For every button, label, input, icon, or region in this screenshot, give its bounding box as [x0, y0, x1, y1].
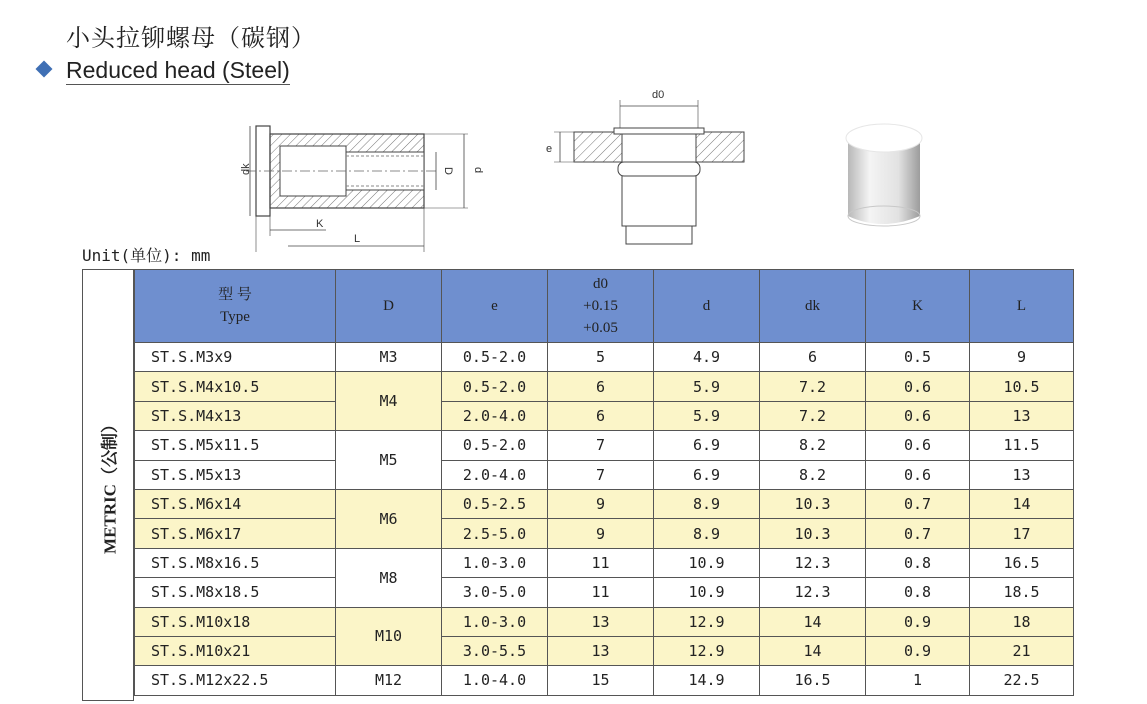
cell-type: ST.S.M6x14	[135, 489, 336, 518]
unit-label: Unit(单位): mm	[82, 246, 211, 265]
cell-D: M10	[336, 607, 442, 666]
table-row	[135, 401, 1074, 430]
cell-d: 6.9	[654, 460, 760, 489]
cell-L: 16.5	[970, 548, 1074, 577]
dk-label: dk	[240, 163, 252, 175]
table-row	[135, 343, 1074, 372]
cell-L: 11.5	[970, 431, 1074, 460]
cell-dk: 10.3	[760, 489, 866, 518]
cell-d0: 15	[548, 666, 654, 695]
cell-e: 1.0-3.0	[442, 607, 548, 636]
cell-L: 17	[970, 519, 1074, 548]
cell-L: 18.5	[970, 578, 1074, 607]
cell-e: 2.5-5.0	[442, 519, 548, 548]
cell-K: 0.9	[866, 636, 970, 665]
cell-type: ST.S.M10x18	[135, 607, 336, 636]
d-outer-label: d	[472, 167, 484, 174]
header-type-en: Type	[220, 309, 250, 325]
header-K: K	[866, 270, 970, 343]
header-d0	[548, 270, 654, 343]
cell-d0: 13	[548, 607, 654, 636]
cell-e: 2.0-4.0	[442, 401, 548, 430]
diamond-bullet-icon	[36, 61, 53, 78]
cell-d: 5.9	[654, 401, 760, 430]
cell-d0: 7	[548, 460, 654, 489]
header-D: D	[336, 270, 442, 343]
header-d: d	[654, 270, 760, 343]
e-label: e	[546, 143, 553, 155]
header-dk: dk	[760, 270, 866, 343]
cell-d0: 6	[548, 372, 654, 401]
cell-dk: 8.2	[760, 431, 866, 460]
cell-L: 18	[970, 607, 1074, 636]
cell-d: 12.9	[654, 607, 760, 636]
cell-type: ST.S.M4x13	[135, 401, 336, 430]
cell-e: 0.5-2.0	[442, 343, 548, 372]
cell-D: M12	[336, 666, 442, 695]
header-d0-tol-minus: +0.05	[583, 320, 618, 336]
cell-D: M8	[336, 548, 442, 607]
cell-L: 21	[970, 636, 1074, 665]
cell-dk: 14	[760, 607, 866, 636]
cell-dk: 12.3	[760, 578, 866, 607]
d0-label: d0	[652, 89, 665, 101]
l-label: L	[354, 233, 361, 245]
cell-e: 0.5-2.5	[442, 489, 548, 518]
cell-dk: 7.2	[760, 372, 866, 401]
cell-d0: 5	[548, 343, 654, 372]
table-row	[135, 578, 1074, 607]
table-row	[135, 519, 1074, 548]
cell-type: ST.S.M8x16.5	[135, 548, 336, 577]
cell-dk: 7.2	[760, 401, 866, 430]
cell-L: 10.5	[970, 372, 1074, 401]
cell-dk: 6	[760, 343, 866, 372]
cell-L: 14	[970, 489, 1074, 518]
cell-type: ST.S.M12x22.5	[135, 666, 336, 695]
cell-K: 0.9	[866, 607, 970, 636]
cell-d0: 9	[548, 519, 654, 548]
cell-L: 13	[970, 401, 1074, 430]
page-title-cn: 小头拉铆螺母（碳钢）	[66, 24, 316, 52]
header-e: e	[442, 270, 548, 343]
cell-e: 2.0-4.0	[442, 460, 548, 489]
table-row	[135, 548, 1074, 577]
cell-D: M4	[336, 372, 442, 431]
cell-K: 0.8	[866, 578, 970, 607]
cell-d: 4.9	[654, 343, 760, 372]
cell-e: 0.5-2.0	[442, 431, 548, 460]
cell-type: ST.S.M5x13	[135, 460, 336, 489]
table-row	[135, 666, 1074, 695]
cell-d: 5.9	[654, 372, 760, 401]
cell-d: 10.9	[654, 548, 760, 577]
page-title-en: Reduced head (Steel)	[66, 57, 290, 83]
cell-K: 0.7	[866, 519, 970, 548]
cell-dk: 10.3	[760, 519, 866, 548]
cell-L: 9	[970, 343, 1074, 372]
k-label: K	[316, 218, 324, 230]
cell-d: 6.9	[654, 431, 760, 460]
cell-K: 0.6	[866, 431, 970, 460]
cell-K: 0.6	[866, 460, 970, 489]
header-d0-tol-plus: +0.15	[583, 298, 618, 314]
cell-type: ST.S.M10x21	[135, 636, 336, 665]
cell-L: 13	[970, 460, 1074, 489]
table-row	[135, 372, 1074, 401]
cell-type: ST.S.M3x9	[135, 343, 336, 372]
header-d0-symbol: d0	[593, 276, 608, 292]
cell-dk: 16.5	[760, 666, 866, 695]
cell-e: 1.0-3.0	[442, 548, 548, 577]
cell-d: 8.9	[654, 519, 760, 548]
rivet-nut-section-drawing	[236, 112, 506, 257]
cell-D: M6	[336, 489, 442, 548]
cell-d: 10.9	[654, 578, 760, 607]
cell-type: ST.S.M8x18.5	[135, 578, 336, 607]
cell-d0: 13	[548, 636, 654, 665]
table-row	[135, 460, 1074, 489]
spec-table	[134, 269, 1074, 696]
cell-K: 0.6	[866, 372, 970, 401]
cell-e: 3.0-5.0	[442, 578, 548, 607]
cell-e: 1.0-4.0	[442, 666, 548, 695]
table-row	[135, 489, 1074, 518]
table-body	[135, 343, 1074, 696]
cell-d0: 6	[548, 401, 654, 430]
cell-K: 0.6	[866, 401, 970, 430]
table-row	[135, 636, 1074, 665]
table-row	[135, 431, 1074, 460]
cell-e: 0.5-2.0	[442, 372, 548, 401]
cell-D: M5	[336, 431, 442, 490]
cell-K: 1	[866, 666, 970, 695]
cell-dk: 14	[760, 636, 866, 665]
metric-side-label: METRIC（公制）	[100, 416, 120, 554]
cell-type: ST.S.M4x10.5	[135, 372, 336, 401]
cell-d: 12.9	[654, 636, 760, 665]
metric-side-cell	[82, 269, 134, 701]
table-header-row	[135, 270, 1074, 343]
table-row	[135, 607, 1074, 636]
cell-dk: 12.3	[760, 548, 866, 577]
product-photo	[838, 108, 938, 236]
cell-d0: 7	[548, 431, 654, 460]
cell-d0: 9	[548, 489, 654, 518]
cell-dk: 8.2	[760, 460, 866, 489]
cell-d0: 11	[548, 578, 654, 607]
cell-type: ST.S.M6x17	[135, 519, 336, 548]
header-L: L	[970, 270, 1074, 343]
header-type	[135, 270, 336, 343]
installed-view-drawing	[542, 84, 752, 250]
cell-e: 3.0-5.5	[442, 636, 548, 665]
cell-K: 0.5	[866, 343, 970, 372]
cell-D: M3	[336, 343, 442, 372]
cell-d: 14.9	[654, 666, 760, 695]
header-type-cn: 型 号	[218, 287, 252, 303]
d-inner-label: D	[442, 167, 454, 175]
cell-type: ST.S.M5x11.5	[135, 431, 336, 460]
cell-d0: 11	[548, 548, 654, 577]
cell-K: 0.7	[866, 489, 970, 518]
spec-table-wrapper	[82, 269, 1073, 701]
cell-d: 8.9	[654, 489, 760, 518]
cell-K: 0.8	[866, 548, 970, 577]
cell-L: 22.5	[970, 666, 1074, 695]
